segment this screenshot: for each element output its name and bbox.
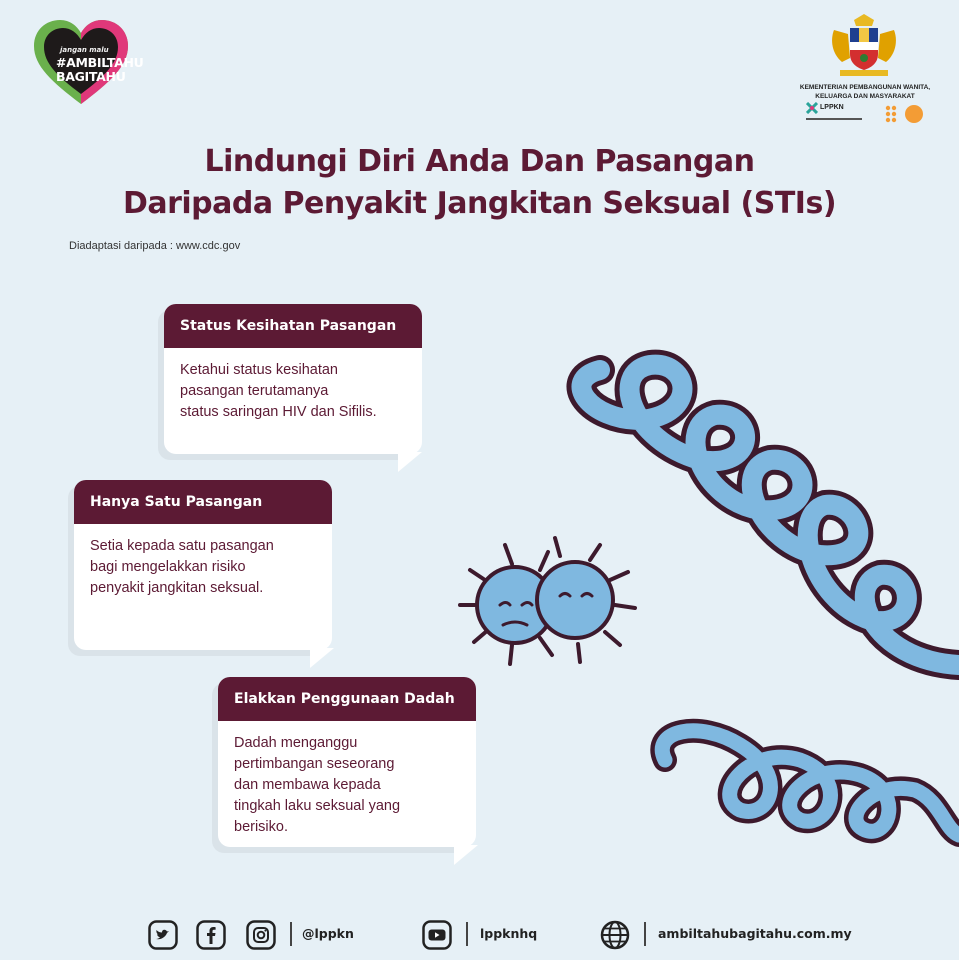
facebook-icon[interactable]	[196, 920, 226, 950]
source-credit: Diadaptasi daripada : www.cdc.gov	[69, 240, 241, 252]
card-title: Hanya Satu Pasangan	[74, 480, 332, 524]
headline-line2: Daripada Penyakit Jangkitan Seksual (STIs)	[122, 186, 837, 221]
logo-tagline: jangan malu	[60, 46, 109, 54]
footer-divider	[466, 922, 468, 946]
website-link[interactable]: ambiltahubagitahu.com.my	[658, 926, 852, 941]
card-text-line: penyakit jangkitan seksual.	[90, 580, 264, 596]
card-text-line: status saringan HIV dan Sifilis.	[180, 404, 377, 420]
card-title: Status Kesihatan Pasangan	[164, 304, 422, 348]
speech-tail	[398, 452, 422, 472]
ministry-name-line1: KEMENTERIAN PEMBANGUNAN WANITA,	[799, 84, 931, 91]
logo-line1: #AMBILTAHU	[56, 55, 144, 70]
tip-card-avoid-drugs	[218, 677, 476, 847]
youtube-icon[interactable]	[422, 920, 452, 950]
card-title: Elakkan Penggunaan Dadah	[218, 677, 476, 721]
globe-icon[interactable]	[600, 920, 630, 950]
logo-line2: BAGITAHU	[56, 69, 126, 84]
speech-tail	[454, 845, 478, 865]
card-text-line: pertimbangan seseorang	[234, 756, 395, 772]
tip-card-partner-status	[164, 304, 422, 454]
germ-second-icon	[537, 538, 635, 662]
ministry-name-line2: KELUARGA DAN MASYARAKAT	[815, 93, 915, 100]
spirochete-small-icon	[662, 731, 959, 835]
card-text-line: bagi mengelakkan risiko	[90, 559, 246, 575]
social-handle-lppkn[interactable]: @lppkn	[302, 926, 354, 941]
card-body	[180, 360, 410, 423]
twitter-icon[interactable]	[148, 920, 178, 950]
spirochete-icon	[581, 365, 959, 665]
instagram-icon[interactable]	[246, 920, 276, 950]
footer-social-bar	[0, 912, 959, 960]
card-text-line: berisiko.	[234, 819, 288, 835]
speech-tail	[310, 648, 334, 668]
card-text-line: Ketahui status kesihatan	[180, 362, 338, 378]
footer-divider	[644, 922, 646, 946]
card-text-line: tingkah laku seksual yang	[234, 798, 401, 814]
card-text-line: pasangan terutamanya	[180, 383, 329, 399]
tip-card-one-partner	[74, 480, 332, 650]
lppkn-label: LPPKN	[820, 104, 844, 111]
social-handle-lppknhq[interactable]: lppknhq	[480, 926, 538, 941]
headline-line1: Lindungi Diri Anda Dan Pasangan	[204, 144, 755, 179]
card-body	[90, 536, 320, 599]
card-text-line: Setia kepada satu pasangan	[90, 538, 274, 554]
footer-divider	[290, 922, 292, 946]
card-text-line: Dadah menganggu	[234, 735, 358, 751]
card-text-line: dan membawa kepada	[234, 777, 381, 793]
card-body	[234, 733, 464, 838]
